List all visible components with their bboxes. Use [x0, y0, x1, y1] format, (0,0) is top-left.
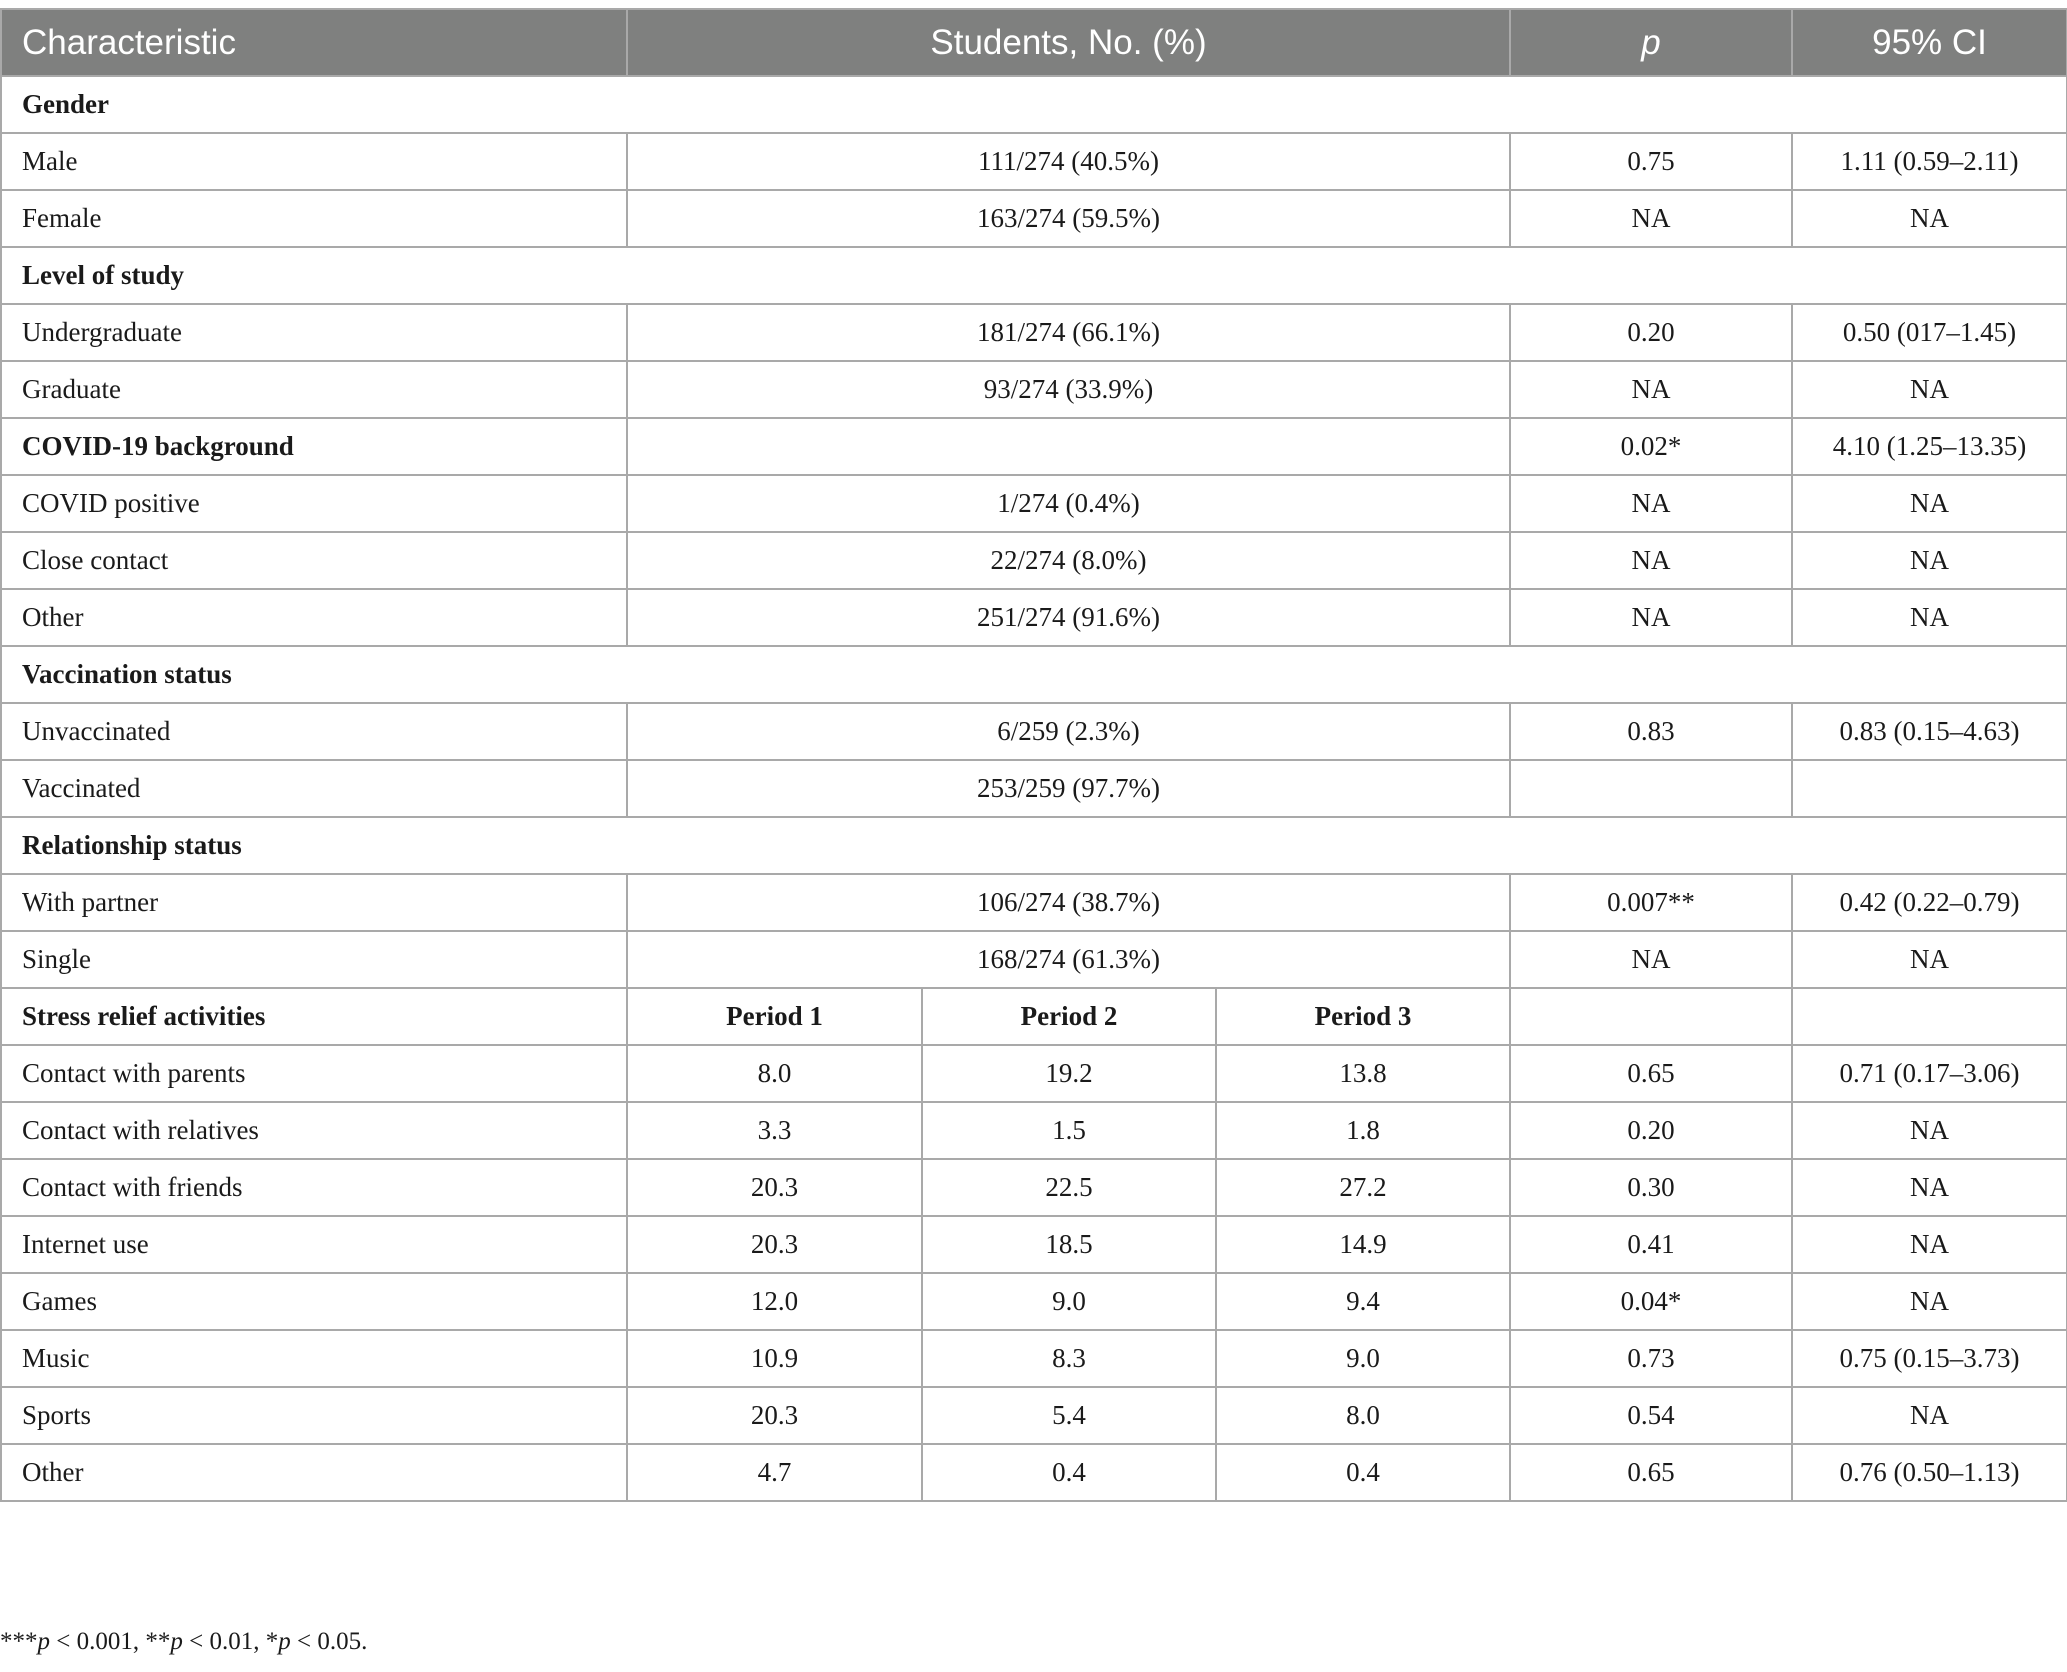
period3-cell: 9.0: [1216, 1330, 1510, 1387]
students-cell: 106/274 (38.7%): [627, 874, 1510, 931]
period3-cell: 13.8: [1216, 1045, 1510, 1102]
ci-cell: 0.71 (0.17–3.06): [1792, 1045, 2067, 1102]
table-row: [1, 1159, 2067, 1216]
p-cell: 0.30: [1510, 1159, 1792, 1216]
p-cell: 0.54: [1510, 1387, 1792, 1444]
period2-cell: 18.5: [922, 1216, 1216, 1273]
students-cell: 163/274 (59.5%): [627, 190, 1510, 247]
footnote-text: < 0.01, *: [182, 1628, 279, 1655]
footnote-p: p: [170, 1628, 183, 1655]
section-label: Relationship status: [1, 817, 2067, 874]
p-cell: 0.02*: [1510, 418, 1792, 475]
period2-cell: 0.4: [922, 1444, 1216, 1501]
table-row: [1, 874, 2067, 931]
period2-cell: 5.4: [922, 1387, 1216, 1444]
p-cell: 0.65: [1510, 1045, 1792, 1102]
period3-cell: 14.9: [1216, 1216, 1510, 1273]
period-header: Period 2: [922, 988, 1216, 1045]
p-cell: 0.04*: [1510, 1273, 1792, 1330]
row-label: Graduate: [1, 361, 627, 418]
section-label: Level of study: [1, 247, 2067, 304]
row-label: Close contact: [1, 532, 627, 589]
ci-cell: 0.83 (0.15–4.63): [1792, 703, 2067, 760]
p-cell: 0.75: [1510, 133, 1792, 190]
table-row: [1, 931, 2067, 988]
row-label: COVID positive: [1, 475, 627, 532]
table-row: [1, 1102, 2067, 1159]
ci-cell: NA: [1792, 589, 2067, 646]
p-cell: [1510, 760, 1792, 817]
ci-cell: NA: [1792, 1387, 2067, 1444]
p-cell: NA: [1510, 190, 1792, 247]
ci-cell: NA: [1792, 475, 2067, 532]
row-label: Internet use: [1, 1216, 627, 1273]
section-row-covid: [1, 418, 2067, 475]
period1-cell: 20.3: [627, 1387, 922, 1444]
period1-cell: 4.7: [627, 1444, 922, 1501]
period1-cell: 10.9: [627, 1330, 922, 1387]
header-ci: 95% CI: [1792, 9, 2067, 76]
section-label: Stress relief activities: [1, 988, 627, 1045]
ci-cell: NA: [1792, 190, 2067, 247]
table-row: [1, 760, 2067, 817]
period1-cell: 20.3: [627, 1159, 922, 1216]
table-row: [1, 1330, 2067, 1387]
students-cell: 111/274 (40.5%): [627, 133, 1510, 190]
period2-cell: 9.0: [922, 1273, 1216, 1330]
period2-cell: 19.2: [922, 1045, 1216, 1102]
row-label: Vaccinated: [1, 760, 627, 817]
footnote-text: < 0.001, **: [50, 1628, 171, 1655]
row-label: Unvaccinated: [1, 703, 627, 760]
table-row: [1, 133, 2067, 190]
section-label: COVID-19 background: [1, 418, 627, 475]
header-p: p: [1510, 9, 1792, 76]
p-cell: 0.83: [1510, 703, 1792, 760]
characteristics-table: [0, 8, 2067, 1502]
row-label: Sports: [1, 1387, 627, 1444]
table-row: [1, 304, 2067, 361]
row-label: Other: [1, 1444, 627, 1501]
row-label: Games: [1, 1273, 627, 1330]
ci-cell: NA: [1792, 1273, 2067, 1330]
header-students: Students, No. (%): [627, 9, 1510, 76]
header-row: [1, 9, 2067, 76]
ci-cell: NA: [1792, 532, 2067, 589]
period3-cell: 27.2: [1216, 1159, 1510, 1216]
ci-cell: NA: [1792, 931, 2067, 988]
ci-cell: NA: [1792, 1216, 2067, 1273]
footnote-p: p: [37, 1628, 50, 1655]
section-label: Vaccination status: [1, 646, 2067, 703]
section-label: Gender: [1, 76, 2067, 133]
period1-cell: 8.0: [627, 1045, 922, 1102]
p-cell: NA: [1510, 475, 1792, 532]
period-header: Period 1: [627, 988, 922, 1045]
period3-cell: 8.0: [1216, 1387, 1510, 1444]
p-cell: NA: [1510, 589, 1792, 646]
period2-cell: 8.3: [922, 1330, 1216, 1387]
period3-cell: 1.8: [1216, 1102, 1510, 1159]
row-label: Contact with parents: [1, 1045, 627, 1102]
header-characteristic: Characteristic: [1, 9, 627, 76]
p-cell: 0.20: [1510, 1102, 1792, 1159]
table-row: [1, 1273, 2067, 1330]
table-row: [1, 475, 2067, 532]
footnote-p: p: [278, 1628, 291, 1655]
p-cell: NA: [1510, 931, 1792, 988]
section-row-vaccination: [1, 646, 2067, 703]
section-row-stress: [1, 988, 2067, 1045]
ci-cell: 0.75 (0.15–3.73): [1792, 1330, 2067, 1387]
p-cell: 0.007**: [1510, 874, 1792, 931]
ci-cell: 4.10 (1.25–13.35): [1792, 418, 2067, 475]
section-row-level: [1, 247, 2067, 304]
students-cell: 22/274 (8.0%): [627, 532, 1510, 589]
students-cell: 253/259 (97.7%): [627, 760, 1510, 817]
table-row: [1, 1216, 2067, 1273]
table-row: [1, 361, 2067, 418]
table-row: [1, 1387, 2067, 1444]
ci-cell: [1792, 760, 2067, 817]
table-row: [1, 532, 2067, 589]
row-label: Male: [1, 133, 627, 190]
row-label: Music: [1, 1330, 627, 1387]
period2-cell: 1.5: [922, 1102, 1216, 1159]
table-row: [1, 1444, 2067, 1501]
period1-cell: 12.0: [627, 1273, 922, 1330]
table-footnote: [0, 1628, 367, 1656]
section-row-relationship: [1, 817, 2067, 874]
period1-cell: 3.3: [627, 1102, 922, 1159]
students-cell: 1/274 (0.4%): [627, 475, 1510, 532]
footnote-text: < 0.05.: [290, 1628, 368, 1655]
p-cell: NA: [1510, 361, 1792, 418]
students-cell: 251/274 (91.6%): [627, 589, 1510, 646]
period2-cell: 22.5: [922, 1159, 1216, 1216]
ci-cell: [1792, 988, 2067, 1045]
row-label: Contact with relatives: [1, 1102, 627, 1159]
table-row: [1, 703, 2067, 760]
period-header: Period 3: [1216, 988, 1510, 1045]
p-cell: 0.73: [1510, 1330, 1792, 1387]
footnote-stars: ***: [0, 1628, 38, 1655]
period1-cell: 20.3: [627, 1216, 922, 1273]
period3-cell: 0.4: [1216, 1444, 1510, 1501]
row-label: Contact with friends: [1, 1159, 627, 1216]
students-cell: [627, 418, 1510, 475]
students-cell: 6/259 (2.3%): [627, 703, 1510, 760]
ci-cell: 0.50 (017–1.45): [1792, 304, 2067, 361]
ci-cell: NA: [1792, 361, 2067, 418]
table-row: [1, 190, 2067, 247]
row-label: Female: [1, 190, 627, 247]
row-label: Single: [1, 931, 627, 988]
row-label: Other: [1, 589, 627, 646]
period3-cell: 9.4: [1216, 1273, 1510, 1330]
ci-cell: NA: [1792, 1159, 2067, 1216]
students-cell: 181/274 (66.1%): [627, 304, 1510, 361]
table-row: [1, 589, 2067, 646]
students-cell: 93/274 (33.9%): [627, 361, 1510, 418]
p-cell: [1510, 988, 1792, 1045]
ci-cell: 1.11 (0.59–2.11): [1792, 133, 2067, 190]
p-cell: 0.65: [1510, 1444, 1792, 1501]
section-row-gender: [1, 76, 2067, 133]
row-label: Undergraduate: [1, 304, 627, 361]
row-label: With partner: [1, 874, 627, 931]
students-cell: 168/274 (61.3%): [627, 931, 1510, 988]
p-cell: 0.20: [1510, 304, 1792, 361]
ci-cell: NA: [1792, 1102, 2067, 1159]
p-cell: NA: [1510, 532, 1792, 589]
table-row: [1, 1045, 2067, 1102]
p-cell: 0.41: [1510, 1216, 1792, 1273]
ci-cell: 0.42 (0.22–0.79): [1792, 874, 2067, 931]
ci-cell: 0.76 (0.50–1.13): [1792, 1444, 2067, 1501]
